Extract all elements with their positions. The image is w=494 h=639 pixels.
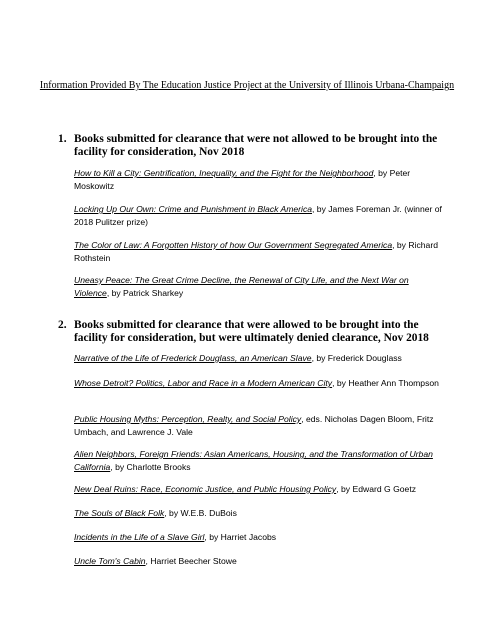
book-author: , by Frederick Douglass [311, 353, 402, 363]
book-author: , Harriet Beecher Stowe [145, 556, 237, 566]
book-title: How to Kill a City: Gentrification, Inequality, and the Fight for the Neighborhood [74, 168, 374, 178]
book-author: , by Edward G Goetz [336, 484, 416, 494]
book-title: Locking Up Our Own: Crime and Punishment in Black America [74, 204, 313, 214]
book-title: Whose Detroit? Politics, Labor and Race in a Modern American City [74, 378, 333, 388]
book-entry [74, 239, 444, 265]
book-title: Narrative of the Life of Frederick Douglass, an American Slave [74, 353, 312, 363]
section-number: 1. [58, 133, 67, 145]
section-heading [58, 319, 448, 345]
book-entry [74, 377, 444, 390]
book-author: , by James Foreman Jr. (winner of 2018 Pulitzer prize) [74, 204, 442, 227]
book-title: The Color of Law: A Forgotten History of how Our Government Segregated America [74, 240, 393, 250]
book-entry [74, 507, 444, 520]
book-entry [74, 555, 444, 568]
book-title: Public Housing Myths: Perception, Realty, and Social Policy [74, 414, 302, 424]
book-title: The Souls of Black Folk [74, 508, 165, 518]
book-author: , eds. Nicholas Dagen Bloom, Fritz Umbach, and Lawrence J. Vale [74, 414, 434, 437]
section-1 [58, 133, 448, 159]
book-entry [74, 167, 444, 193]
book-entry [74, 531, 444, 544]
book-author: , by Patrick Sharkey [106, 288, 184, 298]
book-title: Uneasy Peace: The Great Crime Decline, the Renewal of City Life, and the Next War on Violence [74, 275, 409, 298]
book-entry [74, 203, 444, 229]
book-title: Incidents in the Life of a Slave Girl [74, 532, 205, 542]
book-entry [74, 274, 444, 300]
book-title: Alien Neighbors, Foreign Friends: Asian Americans, Housing, and the Transformation of Urban California [74, 449, 433, 472]
book-author: , by Heather Ann Thompson [332, 378, 439, 388]
book-author: , by Peter Moskowitz [74, 168, 411, 191]
book-author: , by Charlotte Brooks [110, 462, 191, 472]
section-2 [58, 319, 448, 345]
book-entry [74, 483, 444, 496]
book-title: Uncle Tom's Cabin [74, 556, 146, 566]
section-heading [58, 133, 448, 159]
section-title: Books submitted for clearance that were not allowed to be brought into the facility for consideration, Nov 2018 [74, 133, 438, 158]
book-entry [74, 448, 444, 474]
book-author: , by W.E.B. DuBois [164, 508, 237, 518]
book-entry [74, 413, 444, 439]
section-number: 2. [58, 319, 67, 331]
section-title: Books submitted for clearance that were allowed to be brought into the facility for consideration, but were ultimately denied clearance, Nov 2018 [74, 319, 429, 344]
book-author: , by Richard Rothstein [74, 240, 438, 263]
book-title: New Deal Ruins: Race, Economic Justice, and Public Housing Policy [74, 484, 337, 494]
book-entry [74, 352, 444, 365]
book-author: , by Harriet Jacobs [204, 532, 277, 542]
page-header: Information Provided By The Education Justice Project at the University of Illinois Urbana-Champaign [39, 80, 455, 91]
